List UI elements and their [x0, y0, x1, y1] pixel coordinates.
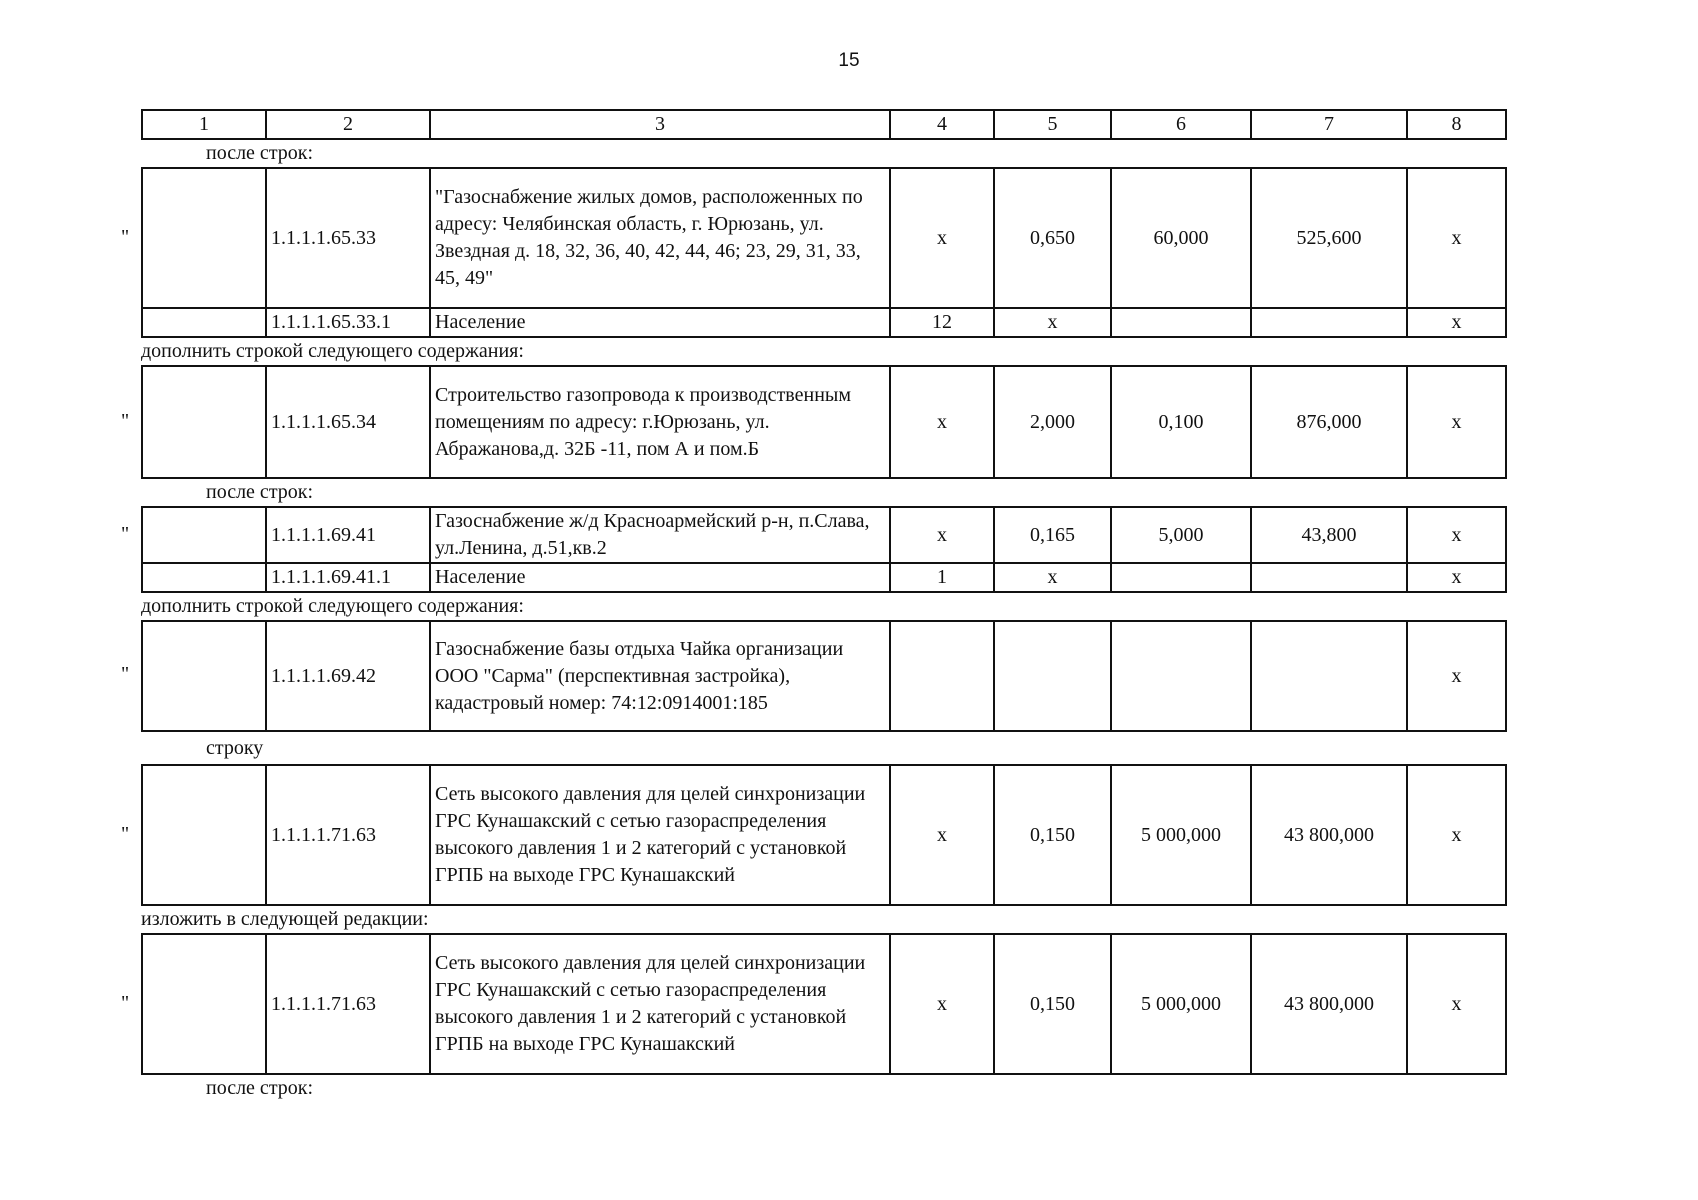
table-row — [142, 507, 1506, 563]
cell-col-5 — [994, 621, 1111, 731]
cell-description: Газоснабжение ж/д Красноармейский р-н, п.Слава, ул.Ленина, д.51,кв.2 — [430, 507, 890, 563]
column-header-table — [141, 109, 1507, 140]
cell-col-5: 0,650 — [994, 168, 1111, 308]
header-col-7: 7 — [1251, 110, 1407, 139]
cell-description: Население — [430, 563, 890, 592]
opening-quote: " — [121, 523, 130, 545]
opening-quote: " — [121, 992, 130, 1014]
cell-col-4: 1 — [890, 563, 994, 592]
cell-col-6 — [1111, 621, 1251, 731]
table-block — [121, 620, 1505, 732]
table-block — [121, 167, 1505, 338]
header-col-4: 4 — [890, 110, 994, 139]
cell-col-4: х — [890, 168, 994, 308]
cell-col-8: х — [1407, 765, 1506, 905]
cell-col-5: 0,150 — [994, 765, 1111, 905]
cell-col-1 — [142, 563, 266, 592]
data-table — [141, 365, 1507, 479]
table-block — [121, 506, 1505, 593]
cell-code: 1.1.1.1.69.41.1 — [266, 563, 430, 592]
cell-col-6: 0,100 — [1111, 366, 1251, 478]
opening-quote: " — [121, 663, 130, 685]
cell-col-4: 12 — [890, 308, 994, 337]
cell-col-5: х — [994, 563, 1111, 592]
table-row — [142, 366, 1506, 478]
section-note: после строк: — [206, 142, 314, 164]
cell-code: 1.1.1.1.69.42 — [266, 621, 430, 731]
cell-col-1 — [142, 934, 266, 1074]
cell-description: Строительство газопровода к производственным помещениям по адресу: г.Юрюзань, ул. Абражанова,д. 32Б -11, пом А и пом.Б — [430, 366, 890, 478]
data-table — [141, 933, 1507, 1075]
header-col-6: 6 — [1111, 110, 1251, 139]
cell-col-7 — [1251, 563, 1407, 592]
cell-col-7 — [1251, 621, 1407, 731]
cell-col-5: 0,165 — [994, 507, 1111, 563]
opening-quote: " — [121, 226, 130, 248]
table-block — [121, 933, 1505, 1075]
cell-col-1 — [142, 168, 266, 308]
cell-col-4 — [890, 621, 994, 731]
cell-description: Сеть высокого давления для целей синхронизации ГРС Кунашакский с сетью газораспределения высокого давления 1 и 2 категорий с установкой ГРПБ на выходе ГРС Кунашакский — [430, 934, 890, 1074]
cell-col-7: 43 800,000 — [1251, 765, 1407, 905]
cell-col-5: 2,000 — [994, 366, 1111, 478]
cell-code: 1.1.1.1.65.34 — [266, 366, 430, 478]
cell-col-5: х — [994, 308, 1111, 337]
section-note: дополнить строкой следующего содержания: — [141, 340, 524, 362]
cell-code: 1.1.1.1.69.41 — [266, 507, 430, 563]
cell-col-1 — [142, 308, 266, 337]
cell-col-4: х — [890, 507, 994, 563]
section-note: строку — [206, 737, 264, 759]
cell-col-7: 525,600 — [1251, 168, 1407, 308]
table-row — [142, 168, 1506, 308]
cell-description: "Газоснабжение жилых домов, расположенных по адресу: Челябинская область, г. Юрюзань, ул. Звездная д. 18, 32, 36, 40, 42, 44, 46; 23, 29, 31, 33, 45, 49" — [430, 168, 890, 308]
cell-col-7: 43,800 — [1251, 507, 1407, 563]
footer-note: после строк: — [206, 1077, 314, 1099]
cell-col-7: 43 800,000 — [1251, 934, 1407, 1074]
section-note: изложить в следующей редакции: — [141, 908, 429, 930]
cell-col-4: х — [890, 934, 994, 1074]
cell-col-8: х — [1407, 308, 1506, 337]
header-col-2: 2 — [266, 110, 430, 139]
page-number: 15 — [838, 50, 860, 71]
table-row — [142, 308, 1506, 337]
cell-col-6: 5,000 — [1111, 507, 1251, 563]
opening-quote: " — [121, 410, 130, 432]
header-col-1: 1 — [142, 110, 266, 139]
header-col-3: 3 — [430, 110, 890, 139]
cell-code: 1.1.1.1.71.63 — [266, 765, 430, 905]
cell-col-4: х — [890, 366, 994, 478]
table-row — [142, 621, 1506, 731]
cell-code: 1.1.1.1.71.63 — [266, 934, 430, 1074]
opening-quote: " — [121, 823, 130, 845]
cell-col-7: 876,000 — [1251, 366, 1407, 478]
data-table — [141, 620, 1507, 732]
column-header-row — [142, 110, 1506, 139]
section-note: дополнить строкой следующего содержания: — [141, 595, 524, 617]
cell-col-8: х — [1407, 366, 1506, 478]
cell-code: 1.1.1.1.65.33.1 — [266, 308, 430, 337]
cell-code: 1.1.1.1.65.33 — [266, 168, 430, 308]
header-col-5: 5 — [994, 110, 1111, 139]
cell-col-8: х — [1407, 563, 1506, 592]
cell-col-5: 0,150 — [994, 934, 1111, 1074]
cell-col-6 — [1111, 563, 1251, 592]
section-note: после строк: — [206, 481, 314, 503]
document-body — [121, 109, 1505, 1102]
cell-col-8: х — [1407, 621, 1506, 731]
cell-col-1 — [142, 507, 266, 563]
table-row — [142, 765, 1506, 905]
table-row — [142, 563, 1506, 592]
cell-col-6: 5 000,000 — [1111, 765, 1251, 905]
cell-col-1 — [142, 621, 266, 731]
cell-col-8: х — [1407, 507, 1506, 563]
cell-col-8: х — [1407, 934, 1506, 1074]
cell-col-6 — [1111, 308, 1251, 337]
cell-col-7 — [1251, 308, 1407, 337]
table-row — [142, 934, 1506, 1074]
cell-description: Население — [430, 308, 890, 337]
data-table — [141, 506, 1507, 593]
table-block — [121, 764, 1505, 906]
cell-description: Газоснабжение базы отдыха Чайка организации ООО "Сарма" (перспективная застройка), кадастровый номер: 74:12:0914001:185 — [430, 621, 890, 731]
cell-col-4: х — [890, 765, 994, 905]
cell-col-8: х — [1407, 168, 1506, 308]
data-table — [141, 764, 1507, 906]
table-block — [121, 365, 1505, 479]
data-table — [141, 167, 1507, 338]
header-col-8: 8 — [1407, 110, 1506, 139]
cell-col-6: 5 000,000 — [1111, 934, 1251, 1074]
cell-description: Сеть высокого давления для целей синхронизации ГРС Кунашакский с сетью газораспределения высокого давления 1 и 2 категорий с установкой ГРПБ на выходе ГРС Кунашакский — [430, 765, 890, 905]
cell-col-1 — [142, 366, 266, 478]
cell-col-1 — [142, 765, 266, 905]
cell-col-6: 60,000 — [1111, 168, 1251, 308]
